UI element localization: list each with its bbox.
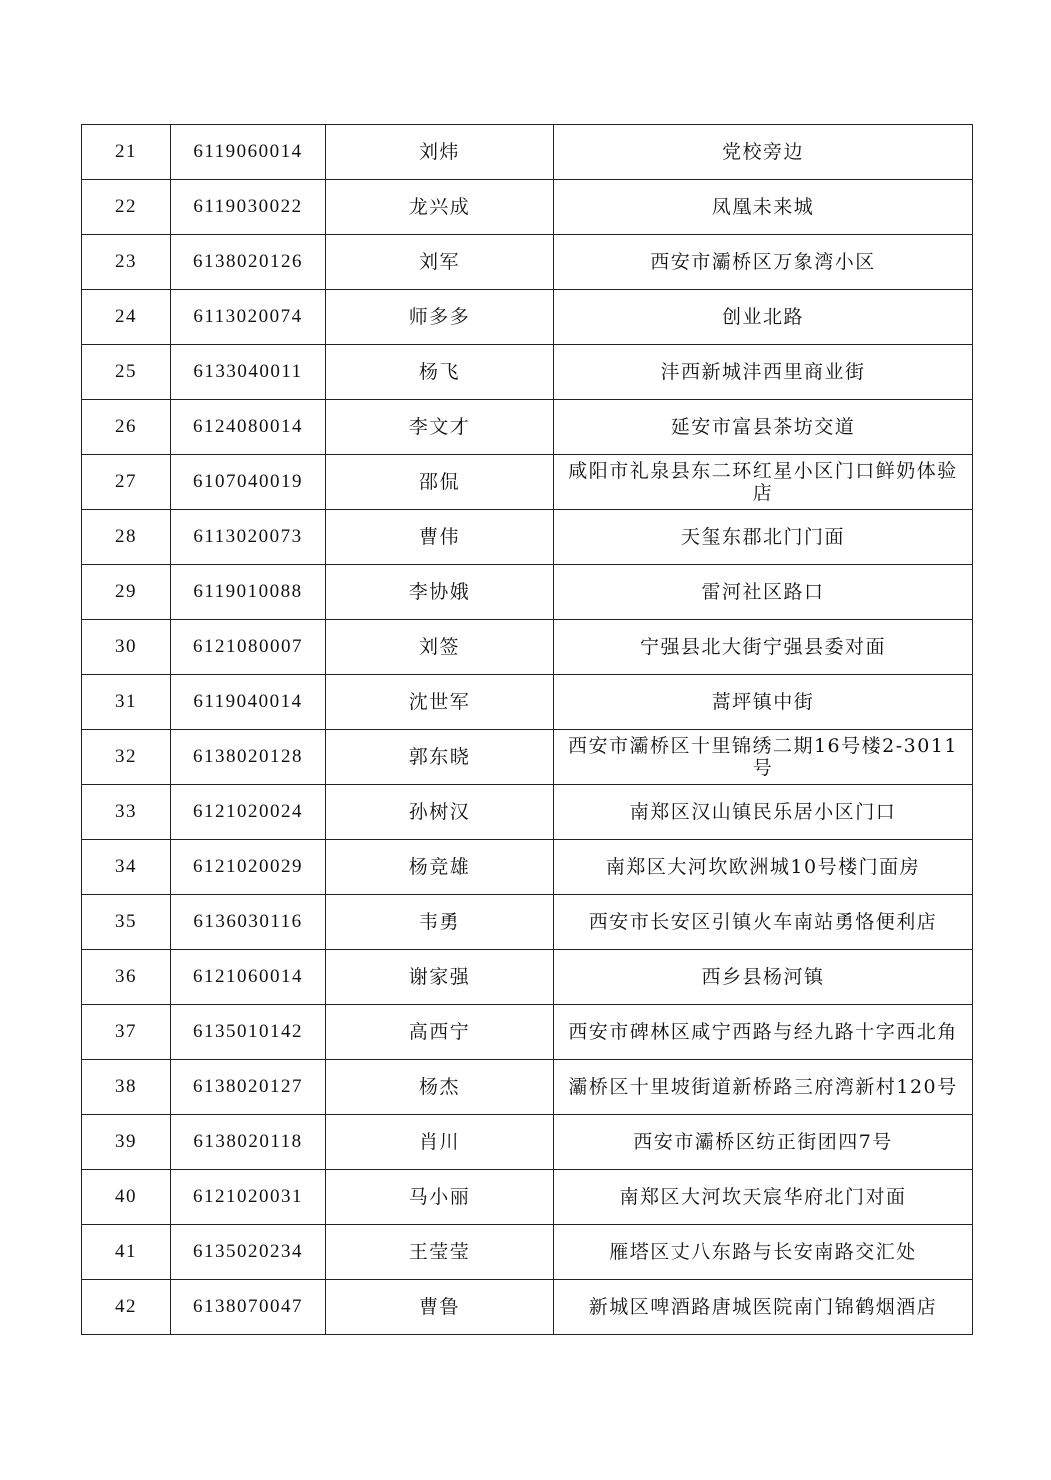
table-row (82, 180, 973, 235)
address-cell: 西安市碑林区咸宁西路与经九路十字西北角 (554, 1005, 973, 1060)
table-row (82, 950, 973, 1005)
address-cell: 凤凰未来城 (554, 180, 973, 235)
row-number-cell: 31 (82, 675, 171, 730)
table-row (82, 1060, 973, 1115)
outlet-code-cell: 6138020118 (171, 1115, 326, 1170)
table-row (82, 455, 973, 510)
table-row (82, 675, 973, 730)
address-cell: 党校旁边 (554, 125, 973, 180)
contact-name-cell: 杨杰 (326, 1060, 554, 1115)
row-number-cell: 32 (82, 730, 171, 785)
table-row (82, 1280, 973, 1335)
address-cell: 西安市长安区引镇火车南站勇恪便利店 (554, 895, 973, 950)
address-cell: 灞桥区十里坡街道新桥路三府湾新村120号 (554, 1060, 973, 1115)
row-number-cell: 26 (82, 400, 171, 455)
outlet-code-cell: 6107040019 (171, 455, 326, 510)
address-cell: 西安市灞桥区纺正街团四7号 (554, 1115, 973, 1170)
outlet-code-cell: 6113020073 (171, 510, 326, 565)
outlet-code-cell: 6121020024 (171, 785, 326, 840)
table-row (82, 345, 973, 400)
row-number-cell: 24 (82, 290, 171, 345)
table-row (82, 1170, 973, 1225)
contact-name-cell: 刘军 (326, 235, 554, 290)
outlet-code-cell: 6138070047 (171, 1280, 326, 1335)
outlet-code-cell: 6121060014 (171, 950, 326, 1005)
row-number-cell: 28 (82, 510, 171, 565)
outlet-code-cell: 6124080014 (171, 400, 326, 455)
outlet-code-cell: 6135010142 (171, 1005, 326, 1060)
contact-name-cell: 谢家强 (326, 950, 554, 1005)
table-row (82, 400, 973, 455)
contact-name-cell: 龙兴成 (326, 180, 554, 235)
table-row (82, 1005, 973, 1060)
address-cell: 南郑区大河坎欧洲城10号楼门面房 (554, 840, 973, 895)
contact-name-cell: 杨竞雄 (326, 840, 554, 895)
table-row (82, 1225, 973, 1280)
row-number-cell: 40 (82, 1170, 171, 1225)
table-row (82, 1115, 973, 1170)
address-cell: 西乡县杨河镇 (554, 950, 973, 1005)
row-number-cell: 38 (82, 1060, 171, 1115)
table-row (82, 125, 973, 180)
row-number-cell: 30 (82, 620, 171, 675)
address-cell: 创业北路 (554, 290, 973, 345)
contact-name-cell: 师多多 (326, 290, 554, 345)
address-cell: 沣西新城沣西里商业街 (554, 345, 973, 400)
contact-name-cell: 曹鲁 (326, 1280, 554, 1335)
contact-name-cell: 王莹莹 (326, 1225, 554, 1280)
outlet-code-cell: 6119040014 (171, 675, 326, 730)
outlet-code-cell: 6138020127 (171, 1060, 326, 1115)
address-cell: 南郑区汉山镇民乐居小区门口 (554, 785, 973, 840)
address-cell: 蒿坪镇中街 (554, 675, 973, 730)
outlet-code-cell: 6136030116 (171, 895, 326, 950)
table-row (82, 290, 973, 345)
contact-name-cell: 肖川 (326, 1115, 554, 1170)
row-number-cell: 39 (82, 1115, 171, 1170)
address-cell: 雁塔区丈八东路与长安南路交汇处 (554, 1225, 973, 1280)
row-number-cell: 21 (82, 125, 171, 180)
row-number-cell: 33 (82, 785, 171, 840)
outlet-code-cell: 6135020234 (171, 1225, 326, 1280)
contact-name-cell: 高西宁 (326, 1005, 554, 1060)
row-number-cell: 22 (82, 180, 171, 235)
outlet-code-cell: 6121080007 (171, 620, 326, 675)
outlet-code-cell: 6138020126 (171, 235, 326, 290)
contact-name-cell: 刘签 (326, 620, 554, 675)
outlet-code-cell: 6119060014 (171, 125, 326, 180)
row-number-cell: 35 (82, 895, 171, 950)
address-cell: 西安市灞桥区万象湾小区 (554, 235, 973, 290)
row-number-cell: 37 (82, 1005, 171, 1060)
row-number-cell: 27 (82, 455, 171, 510)
address-cell: 延安市富县茶坊交道 (554, 400, 973, 455)
row-number-cell: 29 (82, 565, 171, 620)
contact-name-cell: 刘炜 (326, 125, 554, 180)
contact-name-cell: 曹伟 (326, 510, 554, 565)
row-number-cell: 23 (82, 235, 171, 290)
outlet-table-body (82, 125, 973, 1335)
address-cell: 天玺东郡北门门面 (554, 510, 973, 565)
contact-name-cell: 李文才 (326, 400, 554, 455)
address-cell: 雷河社区路口 (554, 565, 973, 620)
outlet-code-cell: 6119010088 (171, 565, 326, 620)
table-row (82, 895, 973, 950)
outlet-code-cell: 6133040011 (171, 345, 326, 400)
row-number-cell: 42 (82, 1280, 171, 1335)
table-row (82, 565, 973, 620)
contact-name-cell: 郭东晓 (326, 730, 554, 785)
outlet-code-cell: 6113020074 (171, 290, 326, 345)
contact-name-cell: 李协娥 (326, 565, 554, 620)
table-row (82, 840, 973, 895)
row-number-cell: 34 (82, 840, 171, 895)
contact-name-cell: 杨飞 (326, 345, 554, 400)
outlet-table (81, 124, 973, 1335)
table-row (82, 235, 973, 290)
outlet-code-cell: 6138020128 (171, 730, 326, 785)
outlet-code-cell: 6121020029 (171, 840, 326, 895)
contact-name-cell: 邵侃 (326, 455, 554, 510)
row-number-cell: 36 (82, 950, 171, 1005)
outlet-code-cell: 6121020031 (171, 1170, 326, 1225)
address-cell: 新城区啤酒路唐城医院南门锦鹤烟酒店 (554, 1280, 973, 1335)
row-number-cell: 41 (82, 1225, 171, 1280)
address-cell: 南郑区大河坎天宸华府北门对面 (554, 1170, 973, 1225)
contact-name-cell: 孙树汉 (326, 785, 554, 840)
address-cell: 宁强县北大街宁强县委对面 (554, 620, 973, 675)
table-row (82, 785, 973, 840)
contact-name-cell: 沈世军 (326, 675, 554, 730)
table-row (82, 510, 973, 565)
table-row (82, 620, 973, 675)
row-number-cell: 25 (82, 345, 171, 400)
address-cell: 咸阳市礼泉县东二环红星小区门口鲜奶体验店 (554, 455, 973, 510)
contact-name-cell: 韦勇 (326, 895, 554, 950)
table-row (82, 730, 973, 785)
contact-name-cell: 马小丽 (326, 1170, 554, 1225)
address-cell: 西安市灞桥区十里锦绣二期16号楼2-3011号 (554, 730, 973, 785)
outlet-code-cell: 6119030022 (171, 180, 326, 235)
